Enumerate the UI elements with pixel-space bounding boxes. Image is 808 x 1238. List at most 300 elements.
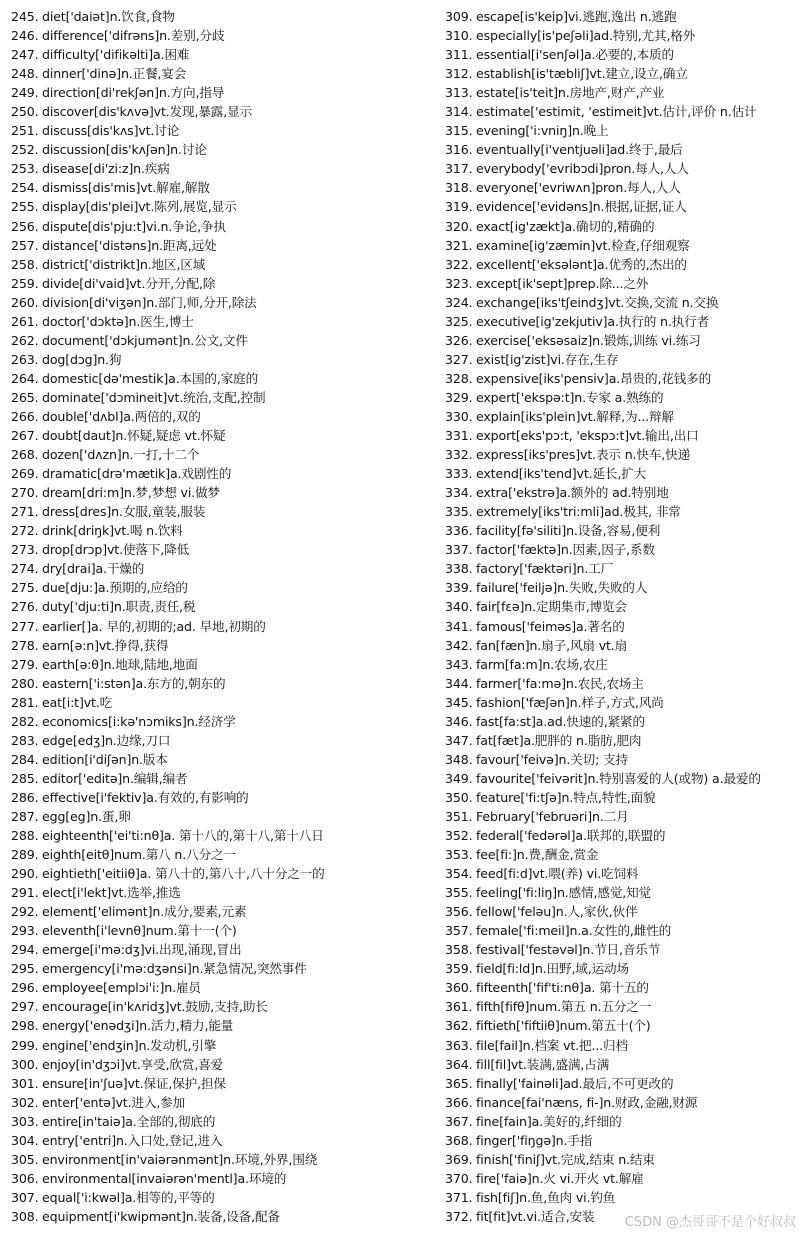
entry-number: 265.	[11, 389, 39, 405]
entry-number: 332.	[445, 447, 473, 463]
entry-number: 250.	[11, 104, 39, 120]
vocab-entry	[440, 617, 808, 636]
vocab-entry	[0, 121, 440, 140]
entry-text: dismiss[dis'mis]vt.解雇,解散	[42, 180, 210, 196]
entry-number: 318.	[445, 180, 473, 196]
vocab-entry	[440, 902, 808, 921]
entry-text: doubt[daut]n.怀疑,疑虑 vt.怀疑	[42, 428, 226, 444]
entry-text: especially[is'peʃəli]ad.特别,尤其,格外	[476, 28, 696, 44]
entry-number: 299.	[11, 1037, 39, 1053]
entry-text: estimate['estimit, 'estimeit]vt.估计,评价 n.估计	[476, 104, 757, 120]
entry-text: exercise['eksəsaiz]n.锻炼,训练 vi.练习	[476, 332, 701, 348]
entry-number: 345.	[445, 694, 473, 710]
vocab-entry	[440, 978, 808, 997]
entry-text: eat[i:t]vt.吃	[42, 694, 113, 710]
vocab-entry	[440, 140, 808, 159]
vocab-entry	[440, 83, 808, 102]
entry-text: fellow['feləu]n.人,家伙,伙伴	[476, 904, 638, 920]
entry-text: double['dʌbl]a.两倍的,双的	[42, 408, 201, 424]
entry-number: 308.	[11, 1208, 39, 1224]
entry-text: finger['fiŋgə]n.手指	[476, 1132, 593, 1148]
entry-number: 334.	[445, 485, 473, 501]
entry-text: fast[fa:st]a.ad.快速的,紧紧的	[476, 713, 645, 729]
vocab-entry	[440, 388, 808, 407]
vocab-entry	[440, 674, 808, 693]
entry-number: 313.	[445, 85, 473, 101]
entry-number: 351.	[445, 808, 473, 824]
entry-number: 338.	[445, 561, 473, 577]
entry-text: distance['distəns]n.距离,远处	[42, 237, 217, 253]
entry-number: 276.	[11, 599, 39, 615]
entry-text: discussion[dis'kʌʃən]n.讨论	[42, 142, 207, 158]
vocab-entry	[0, 1207, 440, 1226]
entry-text: explain[iks'plein]vt.解释,为...辩解	[476, 408, 674, 424]
vocab-entry	[440, 45, 808, 64]
entry-number: 328.	[445, 370, 473, 386]
vocab-entry	[440, 26, 808, 45]
vocab-entry	[440, 731, 808, 750]
entry-text: escape[is'keip]vi.逃跑,逸出 n.逃跑	[476, 9, 677, 24]
entry-number: 350.	[445, 789, 473, 805]
entry-text: finance[fai'næns, fi-]n.财政,金融,财源	[476, 1094, 698, 1110]
vocab-entry	[0, 350, 440, 369]
vocab-entry	[440, 597, 808, 616]
vocab-entry	[440, 293, 808, 312]
entry-number: 257.	[11, 237, 39, 253]
entry-number: 309.	[445, 9, 473, 24]
entry-text: divide[di'vaid]vt.分开,分配,除	[42, 275, 216, 291]
vocab-entry	[0, 369, 440, 388]
entry-number: 362.	[445, 1018, 473, 1034]
entry-text: earlier[]a. 早的,初期的;ad. 早地,初期的	[42, 618, 266, 634]
vocab-entry	[440, 883, 808, 902]
entry-number: 364.	[445, 1056, 473, 1072]
vocab-entry	[440, 483, 808, 502]
entry-text: equipment[i'kwipmənt]n.装备,设备,配备	[42, 1208, 280, 1224]
vocab-entry	[0, 540, 440, 559]
entry-number: 278.	[11, 637, 39, 653]
entry-number: 324.	[445, 294, 473, 310]
vocab-entry	[0, 731, 440, 750]
entry-number: 284.	[11, 751, 39, 767]
vocab-entry	[440, 940, 808, 959]
vocab-entry	[440, 274, 808, 293]
entry-number: 287.	[11, 808, 39, 824]
entry-number: 360.	[445, 980, 473, 996]
entry-text: drop[drɔp]vt.使落下,降低	[42, 542, 190, 558]
entry-text: duty['dju:ti]n.职责,责任,税	[42, 599, 196, 615]
entry-text: document['dɔkjumənt]n.公文,文件	[42, 332, 248, 348]
entry-number: 349.	[445, 770, 473, 786]
vocab-entry	[440, 407, 808, 426]
vocab-entry	[0, 502, 440, 521]
watermark: CSDN @杰哥哥不是个好叔叔	[624, 1215, 796, 1230]
entry-number: 306.	[11, 1170, 39, 1186]
entry-text: estate[is'teit]n.房地产,财产,产业	[476, 85, 665, 101]
entry-number: 286.	[11, 789, 39, 805]
vocab-entry	[0, 217, 440, 236]
entry-number: 294.	[11, 942, 39, 958]
entry-number: 307.	[11, 1189, 39, 1205]
vocab-entry	[440, 693, 808, 712]
entry-text: ensure[in'ʃuə]vt.保证,保护,担保	[42, 1075, 226, 1091]
left-column	[0, 7, 440, 1226]
entry-number: 367.	[445, 1113, 473, 1129]
vocab-entry	[0, 750, 440, 769]
entry-number: 300.	[11, 1056, 39, 1072]
entry-number: 296.	[11, 980, 39, 996]
entry-text: discover[dis'kʌvə]vt.发现,暴露,显示	[42, 104, 252, 120]
entry-text: edge[edʒ]n.边缘,刀口	[42, 732, 171, 748]
entry-text: famous['feiməs]a.著名的	[476, 618, 625, 634]
entry-number: 323.	[445, 275, 473, 291]
entry-number: 322.	[445, 256, 473, 272]
entry-text: export[eks'pɔ:t, 'ekspɔ:t]vt.输出,出口	[476, 428, 699, 444]
entry-text: federal['fedərəl]a.联邦的,联盟的	[476, 828, 666, 844]
entry-text: extend[iks'tend]vt.延长,扩大	[476, 466, 647, 482]
entry-number: 271.	[11, 504, 39, 520]
entry-text: everyone['evriwʌn]pron.每人,人人	[476, 180, 681, 196]
entry-text: emerge[i'mə:dʒ]vi.出现,涌现,冒出	[42, 942, 242, 958]
vocab-entry	[440, 312, 808, 331]
entry-number: 354.	[445, 866, 473, 882]
entry-text: everybody['evribɔdi]pron.每人,人人	[476, 161, 689, 177]
entry-number: 285.	[11, 770, 39, 786]
entry-number: 336.	[445, 523, 473, 539]
entry-number: 311.	[445, 47, 473, 63]
entry-text: district['distrikt]n.地区,区域	[42, 256, 206, 272]
entry-text: expert['ekspə:t]n.专家 a.熟练的	[476, 389, 664, 405]
entry-text: effective[i'fektiv]a.有效的,有影响的	[42, 789, 249, 805]
entry-text: elect[i'lekt]vt.选举,推选	[42, 885, 181, 901]
entry-number: 310.	[445, 28, 473, 44]
vocab-entry	[440, 197, 808, 216]
entry-text: finally['fainəli]ad.最后,不可更改的	[476, 1075, 674, 1091]
vocab-entry	[0, 1074, 440, 1093]
entry-number: 272.	[11, 523, 39, 539]
entry-text: disease[di'zi:z]n.疾病	[42, 161, 170, 177]
vocab-entry	[0, 1188, 440, 1207]
entry-text: environmental[invaiərən'mentl]a.环境的	[42, 1170, 287, 1186]
entry-text: domestic[də'mestik]a.本国的,家庭的	[42, 370, 259, 386]
vocab-entry	[0, 769, 440, 788]
entry-text: facility[fə'siliti]n.设备,容易,便利	[476, 523, 661, 539]
vocab-entry	[440, 1093, 808, 1112]
entry-number: 281.	[11, 694, 39, 710]
entry-text: expensive[iks'pensiv]a.昂贵的,花钱多的	[476, 370, 712, 386]
vocab-entry	[0, 255, 440, 274]
vocab-entry	[440, 369, 808, 388]
entry-number: 312.	[445, 66, 473, 82]
entry-text: division[di'viʒən]n.部门,师,分开,除法	[42, 294, 257, 310]
entry-number: 330.	[445, 408, 473, 424]
vocab-entry	[0, 674, 440, 693]
vocab-entry	[0, 997, 440, 1016]
entry-number: 316.	[445, 142, 473, 158]
vocab-entry	[0, 1055, 440, 1074]
vocab-entry	[0, 883, 440, 902]
entry-number: 282.	[11, 713, 39, 729]
entry-number: 293.	[11, 923, 39, 939]
vocab-entry	[440, 750, 808, 769]
vocab-entry	[440, 540, 808, 559]
entry-number: 363.	[445, 1037, 473, 1053]
entry-number: 253.	[11, 161, 39, 177]
vocab-entry	[0, 426, 440, 445]
entry-number: 275.	[11, 580, 39, 596]
vocab-entry	[440, 921, 808, 940]
vocab-entry	[0, 1036, 440, 1055]
entry-text: exchange[iks'tʃeindʒ]vt.交换,交流 n.交换	[476, 294, 719, 310]
vocab-entry	[440, 102, 808, 121]
entry-number: 337.	[445, 542, 473, 558]
entry-text: edition[i'diʃən]n.版本	[42, 751, 168, 767]
entry-text: feature['fi:tʃə]n.特点,特性,面貌	[476, 789, 656, 805]
entry-number: 268.	[11, 447, 39, 463]
entry-number: 277.	[11, 618, 39, 634]
entry-text: fat[fæt]a.肥胖的 n.脂肪,肥肉	[476, 732, 642, 748]
entry-text: failure['feiljə]n.失败,失败的人	[476, 580, 648, 596]
vocab-entry	[0, 312, 440, 331]
entry-number: 342.	[445, 637, 473, 653]
entry-number: 339.	[445, 580, 473, 596]
entry-text: eightieth['eitiiθ]a. 第八十的,第八十,八十分之一的	[42, 866, 325, 882]
entry-number: 262.	[11, 332, 39, 348]
entry-number: 295.	[11, 961, 39, 977]
entry-number: 288.	[11, 828, 39, 844]
entry-number: 267.	[11, 428, 39, 444]
vocab-entry	[440, 1131, 808, 1150]
entry-number: 260.	[11, 294, 39, 310]
entry-text: extremely[iks'tri:mli]ad.极其, 非常	[476, 504, 681, 520]
entry-text: fill[fil]vt.装满,盛满,占满	[476, 1056, 610, 1072]
entry-number: 274.	[11, 561, 39, 577]
entry-text: environment[in'vaiərənmənt]n.环境,外界,围绕	[42, 1151, 318, 1167]
vocab-entry	[440, 1188, 808, 1207]
entry-text: economics[i:kə'nɔmiks]n.经济学	[42, 713, 236, 729]
entry-number: 289.	[11, 847, 39, 863]
entry-number: 297.	[11, 999, 39, 1015]
entry-number: 254.	[11, 180, 39, 196]
vocab-entry	[0, 978, 440, 997]
entry-text: favourite['feivərit]n.特别喜爱的人(或物) a.最爱的	[476, 770, 761, 786]
vocab-entry	[440, 997, 808, 1016]
entry-text: February['februəri]n.二月	[476, 808, 629, 824]
entry-text: element['elimənt]n.成分,要素,元素	[42, 904, 247, 920]
entry-number: 327.	[445, 351, 473, 367]
entry-text: farmer['fa:mə]n.农民,农场主	[476, 675, 644, 691]
entry-text: excellent['eksələnt]a.优秀的,杰出的	[476, 256, 687, 272]
vocab-entry	[440, 788, 808, 807]
entry-number: 269.	[11, 466, 39, 482]
entry-number: 320.	[445, 218, 473, 234]
entry-text: diet['daiət]n.饮食,食物	[42, 9, 175, 24]
vocab-entry	[440, 559, 808, 578]
entry-number: 359.	[445, 961, 473, 977]
vocab-entry	[440, 502, 808, 521]
vocab-entry	[0, 636, 440, 655]
vocab-entry	[0, 7, 440, 26]
entry-text: fifteenth['fif'ti:nθ]a. 第十五的	[476, 980, 649, 996]
entry-text: engine['endʒin]n.发动机,引擎	[42, 1037, 217, 1053]
vocab-entry	[0, 102, 440, 121]
vocab-entry	[0, 331, 440, 350]
vocab-entry	[0, 826, 440, 845]
entry-text: exist[ig'zist]vi.存在,生存	[476, 351, 619, 367]
vocab-entry	[0, 693, 440, 712]
entry-text: difficulty['difikəlti]a.困难	[42, 47, 190, 63]
entry-text: dramatic[drə'mætik]a.戏剧性的	[42, 466, 232, 482]
entry-number: 315.	[445, 123, 473, 139]
entry-text: farm[fa:m]n.农场,农庄	[476, 656, 608, 672]
entry-text: fifth[fifθ]num.第五 n.五分之一	[476, 999, 652, 1015]
entry-number: 314.	[445, 104, 473, 120]
vocab-entry	[0, 788, 440, 807]
entry-number: 348.	[445, 751, 473, 767]
entry-number: 317.	[445, 161, 473, 177]
vocab-entry	[440, 655, 808, 674]
vocab-entry	[440, 769, 808, 788]
entry-text: extra['ekstrə]a.额外的 ad.特别地	[476, 485, 669, 501]
entry-number: 258.	[11, 256, 39, 272]
vocab-entry	[440, 464, 808, 483]
entry-number: 341.	[445, 618, 473, 634]
entry-text: fee[fi:]n.费,酬金,赏金	[476, 847, 599, 863]
entry-number: 333.	[445, 466, 473, 482]
entry-number: 290.	[11, 866, 39, 882]
vocab-entry	[440, 1169, 808, 1188]
entry-number: 304.	[11, 1132, 39, 1148]
vocab-entry	[440, 636, 808, 655]
entry-number: 279.	[11, 656, 39, 672]
entry-text: executive[ig'zekjutiv]a.执行的 n.执行者	[476, 313, 710, 329]
entry-number: 371.	[445, 1189, 473, 1205]
vocab-entry	[440, 1150, 808, 1169]
entry-number: 247.	[11, 47, 39, 63]
vocab-entry	[440, 350, 808, 369]
vocab-entry	[440, 217, 808, 236]
entry-number: 283.	[11, 732, 39, 748]
entry-text: female['fi:meil]n.a.女性的,雌性的	[476, 923, 672, 939]
entry-text: egg[eg]n.蛋,卵	[42, 808, 131, 824]
entry-number: 368.	[445, 1132, 473, 1148]
vocab-entry	[0, 445, 440, 464]
vocab-entry	[0, 845, 440, 864]
entry-number: 347.	[445, 732, 473, 748]
vocab-entry	[0, 578, 440, 597]
vocab-entry	[440, 1112, 808, 1131]
entry-text: dispute[dis'pju:t]vi.n.争论,争执	[42, 218, 226, 234]
vocab-entry	[0, 902, 440, 921]
vocab-entry	[0, 407, 440, 426]
vocab-entry	[0, 921, 440, 940]
vocab-entry	[440, 1036, 808, 1055]
vocab-entry	[0, 274, 440, 293]
vocab-entry	[440, 712, 808, 731]
entry-number: 302.	[11, 1094, 39, 1110]
entry-text: fire['faiə]n.火 vi.开火 vt.解雇	[476, 1170, 644, 1186]
entry-number: 263.	[11, 351, 39, 367]
entry-number: 329.	[445, 389, 473, 405]
vocab-entry	[440, 159, 808, 178]
vocab-entry	[440, 178, 808, 197]
entry-number: 264.	[11, 370, 39, 386]
vocab-entry	[0, 1093, 440, 1112]
entry-number: 344.	[445, 675, 473, 691]
entry-number: 366.	[445, 1094, 473, 1110]
vocab-entry	[440, 445, 808, 464]
entry-text: fit[fit]vt.vi.适合,安装	[476, 1208, 595, 1224]
entry-number: 361.	[445, 999, 473, 1015]
entry-number: 353.	[445, 847, 473, 863]
entry-number: 326.	[445, 332, 473, 348]
entry-number: 352.	[445, 828, 473, 844]
entry-number: 357.	[445, 923, 473, 939]
vocab-entry	[440, 845, 808, 864]
vocab-entry	[440, 521, 808, 540]
vocab-entry	[0, 617, 440, 636]
vocab-entry	[440, 64, 808, 83]
vocab-entry	[440, 7, 808, 26]
entry-text: factor['fæktə]n.因素,因子,系数	[476, 542, 655, 558]
entry-number: 319.	[445, 199, 473, 215]
entry-text: direction[di'rekʃən]n.方向,指导	[42, 85, 225, 101]
vocab-entry	[0, 83, 440, 102]
vocab-entry	[440, 255, 808, 274]
entry-number: 261.	[11, 313, 39, 329]
entry-text: finish['finiʃ]vt.完成,结束 n.结束	[476, 1151, 655, 1167]
entry-number: 303.	[11, 1113, 39, 1129]
entry-number: 301.	[11, 1075, 39, 1091]
entry-text: doctor['dɔktə]n.医生,博士	[42, 313, 194, 329]
entry-text: discuss[dis'kʌs]vt.讨论	[42, 123, 180, 139]
vocab-entry	[0, 521, 440, 540]
entry-text: earth[ə:θ]n.地球,陆地,地面	[42, 656, 198, 672]
entry-text: feed[fi:d]vt.喂(养) vi.吃饲料	[476, 866, 639, 882]
entry-number: 255.	[11, 199, 39, 215]
entry-text: equal['i:kwəl]a.相等的,平等的	[42, 1189, 215, 1205]
entry-text: field[fi:ld]n.田野,域,运动场	[476, 961, 629, 977]
entry-number: 298.	[11, 1018, 39, 1034]
entry-text: due[dju:]a.预期的,应给的	[42, 580, 188, 596]
vocab-entry	[440, 1016, 808, 1035]
vocab-entry	[440, 864, 808, 883]
entry-number: 248.	[11, 66, 39, 82]
entry-number: 280.	[11, 675, 39, 691]
entry-number: 245.	[11, 9, 39, 24]
vocab-entry	[0, 293, 440, 312]
vocab-entry	[0, 64, 440, 83]
entry-number: 355.	[445, 885, 473, 901]
entry-number: 249.	[11, 85, 39, 101]
vocab-entry	[0, 159, 440, 178]
entry-text: favour['feivə]n.关切; 支持	[476, 751, 628, 767]
entry-number: 358.	[445, 942, 473, 958]
entry-text: eventually[i'ventjuəli]ad.终于,最后	[476, 142, 683, 158]
entry-number: 343.	[445, 656, 473, 672]
entry-text: fair[fɛə]n.定期集市,博览会	[476, 599, 627, 615]
entry-text: express[iks'pres]vt.表示 n.快车,快递	[476, 447, 691, 463]
vocab-entry	[440, 807, 808, 826]
entry-text: dominate['dɔmineit]vt.统治,支配,控制	[42, 389, 266, 405]
vocab-entry	[0, 1169, 440, 1188]
vocab-entry	[0, 388, 440, 407]
entry-text: fish[fiʃ]n.鱼,鱼肉 vi.钓鱼	[476, 1189, 616, 1205]
entry-text: difference['difrəns]n.差别,分歧	[42, 28, 225, 44]
entry-number: 266.	[11, 408, 39, 424]
entry-number: 270.	[11, 485, 39, 501]
entry-text: earn[ə:n]vt.挣得,获得	[42, 637, 169, 653]
